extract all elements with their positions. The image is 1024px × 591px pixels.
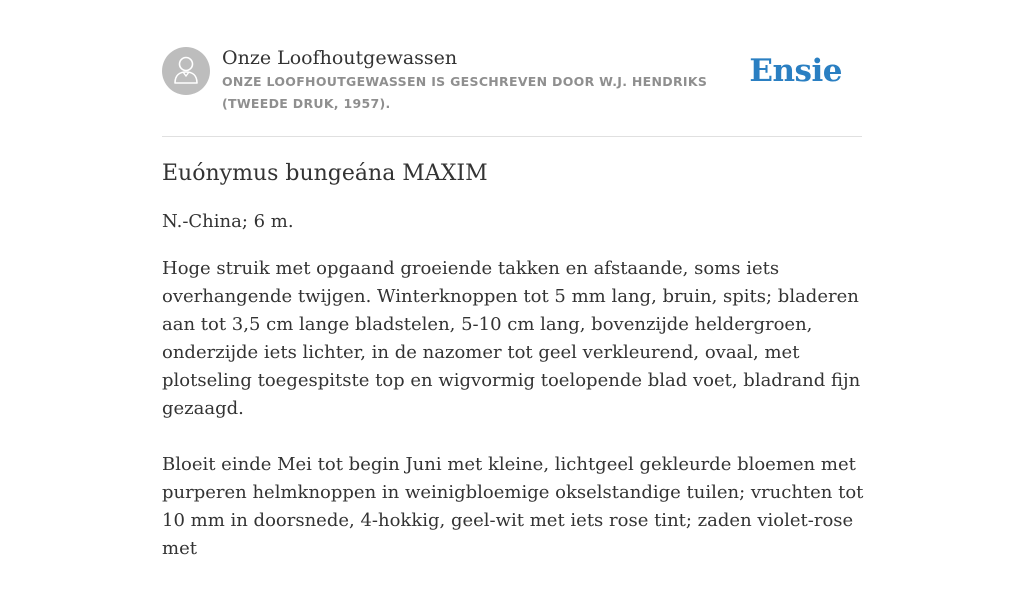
source-title[interactable]: Onze Loofhoutgewassen [222, 47, 458, 69]
source-info [222, 46, 752, 115]
source-header [162, 46, 862, 137]
entry-paragraph-flowering: Bloeit einde Mei tot begin Juni met kleine, lichtgeel gekleurde bloemen met purperen helmknoppen in weinigbloemige okselstandige tuilen; vruchten tot 10 mm in doorsnede, 4-hokkig, geel-wit met iets rose tint; zaden violet-rose met [162, 454, 864, 559]
entry-paragraph-description: Hoge struik met opgaand groeiende takken en afstaande, soms iets overhangende twijgen. Winterknoppen tot 5 mm lang, bruin, spits; bladeren aan tot 3,5 cm lange bladstelen, 5-10 cm lang, bovenzijde heldergroen, onderzijde iets lichter, in de nazomer tot geel verkleurend, ovaal, met plotseling toegespitste top en wigvormig toelopende blad voet, bladrand fijn gezaagd. [162, 258, 861, 419]
entry-content [162, 158, 864, 591]
ensie-logo-link[interactable]: Ensie [749, 53, 842, 89]
entry-origin: N.-China; 6 m. [162, 211, 294, 232]
source-subtitle: ONZE LOOFHOUTGEWASSEN IS GESCHREVEN DOOR W.J. HENDRIKS (TWEEDE DRUK, 1957). [222, 74, 708, 111]
user-icon [162, 47, 210, 95]
entry-title: Euónymus bungeána MAXIM [162, 161, 488, 186]
